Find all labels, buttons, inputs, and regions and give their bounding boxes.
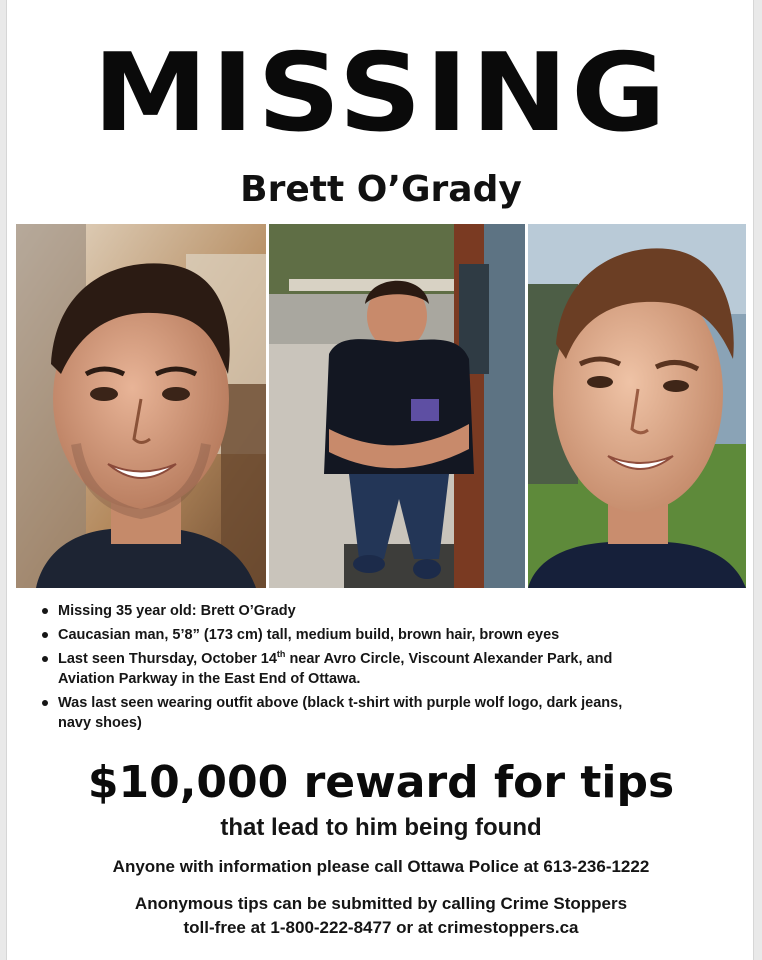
details-last-seen: Last seen Thursday, October 14th near Avro Circle, Viscount Alexander Park, and Aviation Parkway in the East End of Ottawa. <box>41 649 731 689</box>
portrait-photo-icon <box>16 224 266 588</box>
details-age: Missing 35 year old: Brett O’Grady <box>41 601 731 621</box>
portrait-photo-2 <box>528 224 746 588</box>
crime-stoppers-contact <box>7 892 755 940</box>
full-body-photo-icon <box>269 224 525 588</box>
missing-person-name: Brett O’Grady <box>240 169 522 210</box>
portrait-photo-1 <box>16 224 266 588</box>
missing-poster <box>6 0 754 960</box>
reward-subline: that lead to him being found <box>220 814 542 841</box>
crime-stoppers-line-2: toll-free at 1-800-222-8477 or at crimestoppers.ca <box>183 918 579 937</box>
details-outfit: Was last seen wearing outfit above (black t-shirt with purple wolf logo, dark jeans, navy shoes) <box>41 693 731 733</box>
portrait-photo-outdoors-icon <box>528 224 746 588</box>
reward-headline: $10,000 reward for tips <box>87 757 675 808</box>
poster-headline: MISSING <box>92 31 670 156</box>
details-description: Caucasian man, 5’8” (173 cm) tall, medium build, brown hair, brown eyes <box>41 625 731 645</box>
details-list <box>41 601 731 737</box>
crime-stoppers-line-1: Anonymous tips can be submitted by calling Crime Stoppers <box>134 894 628 913</box>
police-contact: Anyone with information please call Ottawa Police at 613-236-1222 <box>112 857 650 876</box>
full-body-photo <box>269 224 525 588</box>
